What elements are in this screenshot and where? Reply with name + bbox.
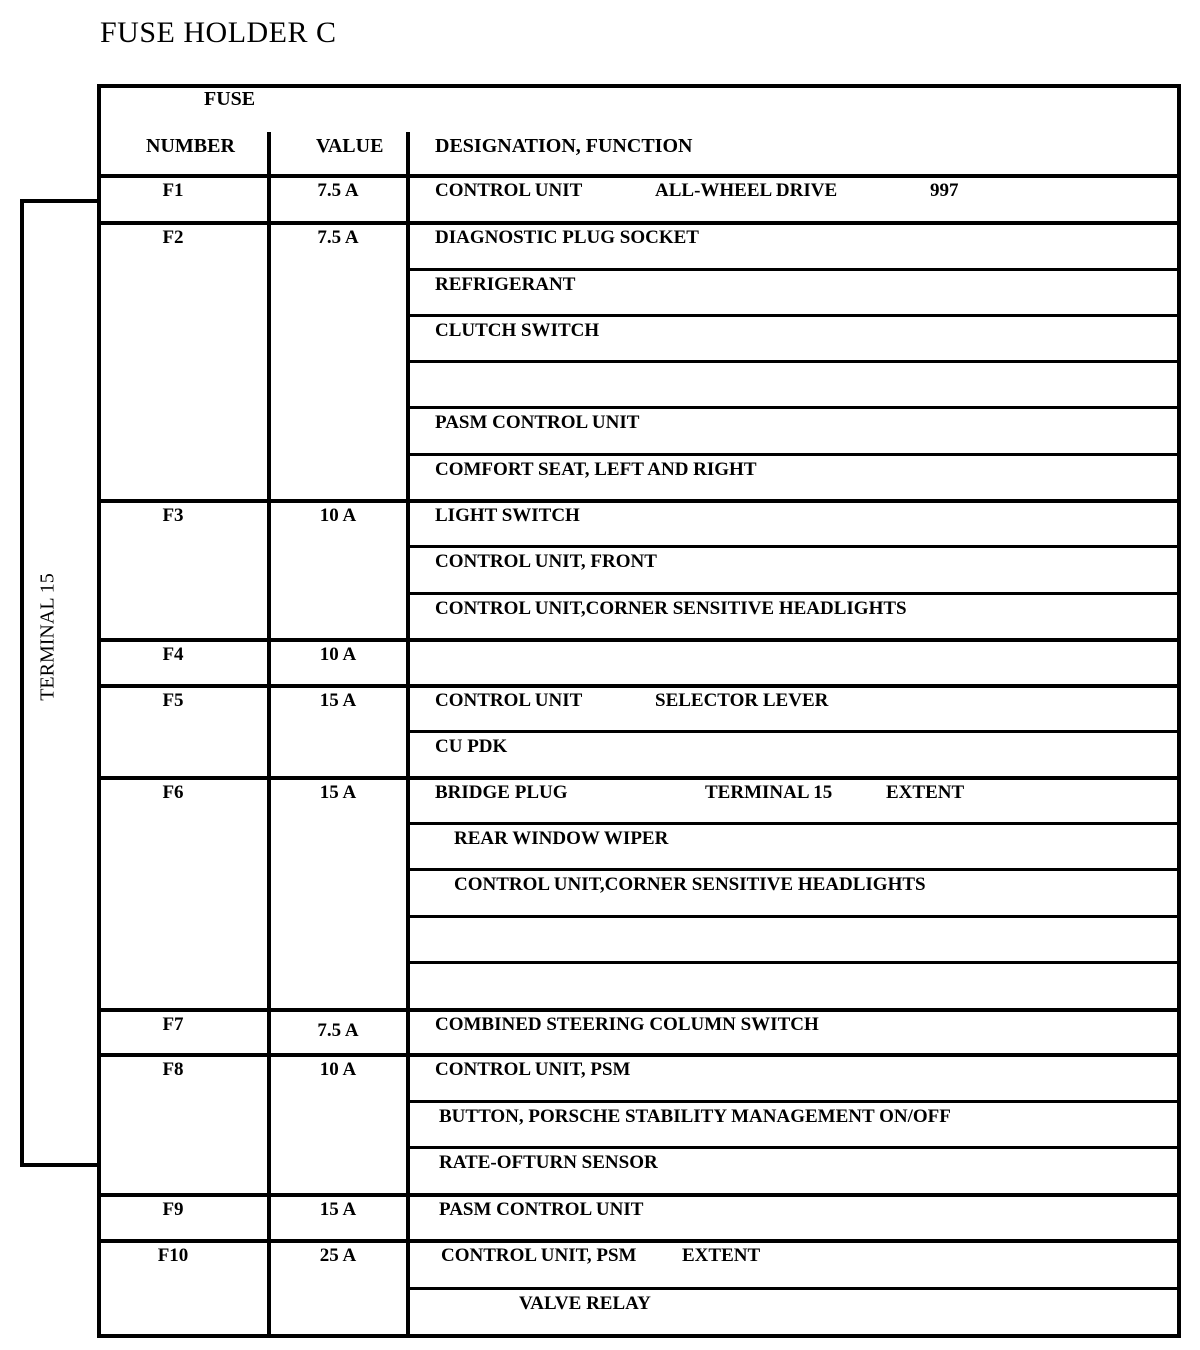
terminal-label: TERMINAL 15 [36, 573, 59, 701]
designation-text: CONTROL UNIT, PSM [435, 1059, 631, 1080]
header-fuse: FUSE [204, 88, 256, 110]
column-divider-number-value [267, 132, 271, 1336]
fuse-number: F5 [162, 690, 184, 711]
page-title: FUSE HOLDER C [100, 16, 337, 49]
designation-text: COMFORT SEAT, LEFT AND RIGHT [435, 459, 757, 480]
designation-line-divider [408, 1287, 1179, 1290]
designation-line-divider [408, 314, 1179, 317]
designation-line-divider [408, 268, 1179, 271]
designation-text: CONTROL UNIT,CORNER SENSITIVE HEADLIGHTS [435, 598, 907, 619]
designation-text: VALVE RELAY [519, 1293, 651, 1314]
designation-line-divider [408, 961, 1179, 964]
designation-line-divider [408, 822, 1179, 825]
designation-text: CLUTCH SWITCH [435, 320, 600, 341]
fuse-value: 15 A [319, 690, 357, 711]
designation-text: LIGHT SWITCH [435, 505, 580, 526]
fuse-value: 7.5 A [317, 180, 359, 201]
designation-text: REAR WINDOW WIPER [454, 828, 669, 849]
designation-line-divider [408, 453, 1179, 456]
fuse-value: 7.5 A [317, 1020, 359, 1041]
fuse-value: 10 A [319, 1059, 357, 1080]
designation-text: COMBINED STEERING COLUMN SWITCH [435, 1014, 819, 1035]
fuse-table-frame [97, 84, 1181, 1338]
designation-line-divider [408, 406, 1179, 409]
designation-text: BUTTON, PORSCHE STABILITY MANAGEMENT ON/OFF [439, 1106, 951, 1127]
fuse-number: F1 [162, 180, 184, 201]
row-divider [99, 684, 1179, 688]
fuse-value: 10 A [319, 505, 357, 526]
designation-line-divider [408, 360, 1179, 363]
designation-text: CONTROL UNIT, PSM [441, 1245, 637, 1266]
designation-text: RATE-OFTURN SENSOR [439, 1152, 658, 1173]
designation-line-divider [408, 915, 1179, 918]
designation-line-divider [408, 1100, 1179, 1103]
fuse-value: 7.5 A [317, 227, 359, 248]
header-designation: DESIGNATION, FUNCTION [435, 135, 693, 157]
designation-text: EXTENT [682, 1245, 761, 1266]
designation-text: CONTROL UNIT [435, 180, 583, 201]
fuse-number: F6 [162, 782, 184, 803]
fuse-value: 15 A [319, 782, 357, 803]
designation-text: PASM CONTROL UNIT [439, 1199, 644, 1220]
designation-line-divider [408, 592, 1179, 595]
fuse-value: 15 A [319, 1199, 357, 1220]
fuse-number: F2 [162, 227, 184, 248]
row-divider [99, 221, 1179, 225]
row-divider [99, 1193, 1179, 1197]
fuse-value: 25 A [319, 1245, 357, 1266]
fuse-number: F9 [162, 1199, 184, 1220]
column-divider-value-designation [406, 132, 410, 1336]
header-value: VALUE [316, 135, 384, 157]
row-divider [99, 1239, 1179, 1243]
header-divider [99, 174, 1179, 178]
fuse-number: F8 [162, 1059, 184, 1080]
designation-text: DIAGNOSTIC PLUG SOCKET [435, 227, 699, 248]
fuse-number: F4 [162, 644, 184, 665]
designation-line-divider [408, 1146, 1179, 1149]
designation-text: CONTROL UNIT [435, 690, 583, 711]
designation-line-divider [408, 868, 1179, 871]
fuse-number: F3 [162, 505, 184, 526]
designation-text: PASM CONTROL UNIT [435, 412, 640, 433]
header-number: NUMBER [146, 135, 235, 157]
designation-line-divider [408, 730, 1179, 733]
row-divider [99, 638, 1179, 642]
fuse-number: F10 [157, 1245, 189, 1266]
designation-text: CONTROL UNIT, FRONT [435, 551, 657, 572]
row-divider [99, 499, 1179, 503]
row-divider [99, 776, 1179, 780]
fuse-value: 10 A [319, 644, 357, 665]
designation-text: REFRIGERANT [435, 274, 576, 295]
fuse-number: F7 [162, 1014, 184, 1035]
designation-text: EXTENT [886, 782, 965, 803]
designation-text: CONTROL UNIT,CORNER SENSITIVE HEADLIGHTS [454, 874, 926, 895]
designation-text: SELECTOR LEVER [655, 690, 829, 711]
designation-text: BRIDGE PLUG [435, 782, 568, 803]
designation-line-divider [408, 545, 1179, 548]
row-divider [99, 1053, 1179, 1057]
designation-text: ALL-WHEEL DRIVE [655, 180, 838, 201]
designation-text: CU PDK [435, 736, 508, 757]
designation-text: 997 [930, 180, 959, 201]
designation-text: TERMINAL 15 [705, 782, 833, 803]
row-divider [99, 1008, 1179, 1012]
